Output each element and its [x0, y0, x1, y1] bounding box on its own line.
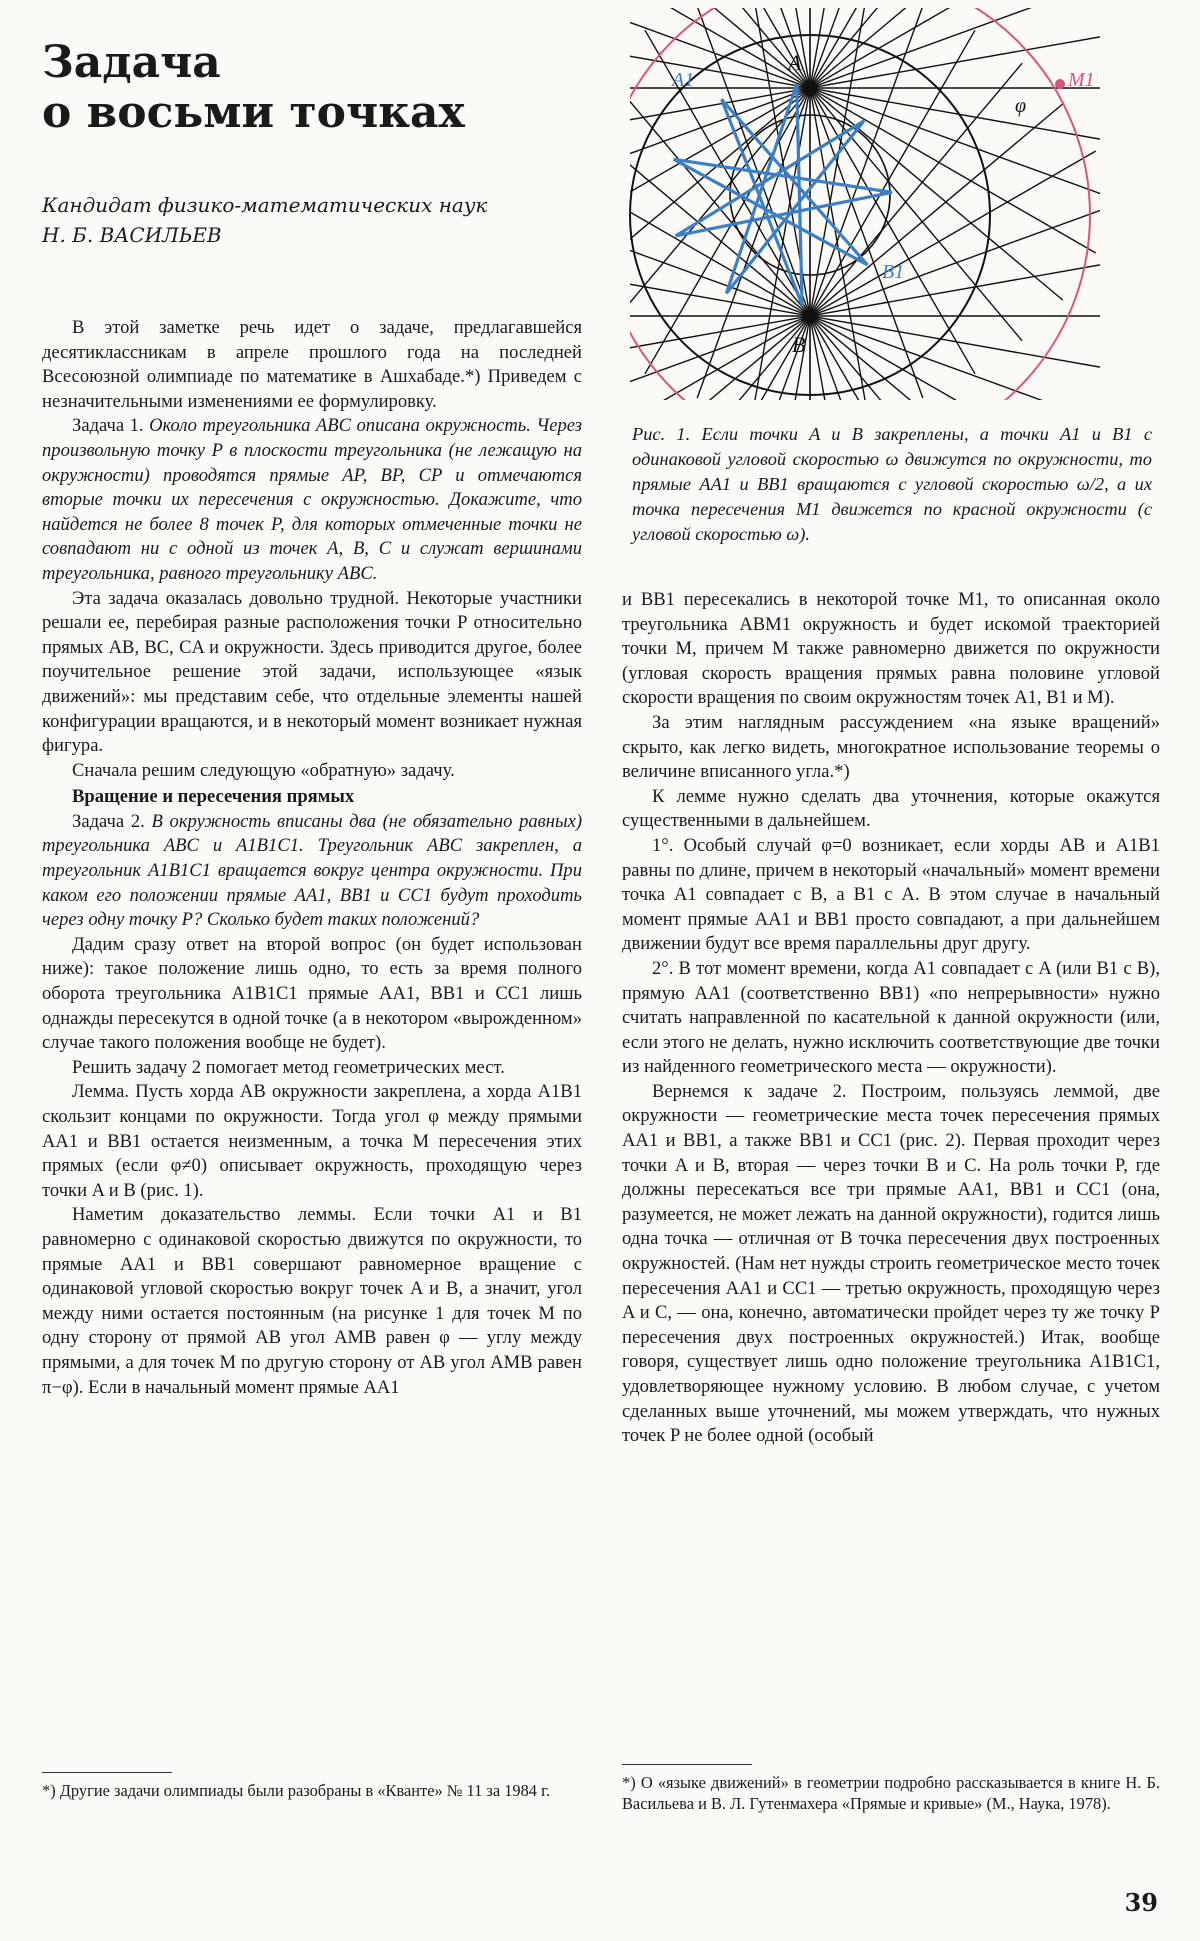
paragraph: Наметим доказательство леммы. Если точки A1 и B1 равномерно с одинаковой скоростью движутся по окружности, то прямые AA1 и BB1 совершают равномерное вращение с одинаковой угловой скоростью вокруг точек A и B, а значит, угол между ними остается постоянным (на рисунке 1 для точек M по одну сторону от прямой AB угол AMB равен φ — углу между прямыми, а для точек M по другую сторону от AB угол AMB равен π−φ). Если в начальный момент прямые AA1: [42, 1204, 582, 1398]
paragraph: За этим наглядным рассуждением «на языке вращений» скрыто, как легко видеть, многократное использование теоремы о величине вписанного угла.*): [622, 711, 1160, 783]
task-2: [42, 810, 582, 933]
lemma-label: Лемма.: [72, 1081, 130, 1103]
point-A: [803, 81, 817, 95]
paragraph: Сначала решим следующую «обратную» задачу.: [72, 759, 455, 781]
author-name: Н. Б. ВАСИЛЬЕВ: [42, 223, 222, 247]
footnote-divider: [42, 1772, 172, 1773]
label-A1: A1: [672, 69, 695, 91]
footnote-right: *) О «языке движений» в геометрии подробно рассказывается в книге Н. Б. Васильева и В. Л. Гутенмахера «Прямые и кривые» (М., Наука, 1978).: [622, 1773, 1160, 1813]
task-label: Задача 1.: [72, 415, 144, 437]
paragraph: К лемме нужно сделать два уточнения, которые окажутся существенными в дальнейшем.: [622, 785, 1160, 832]
point-B: [803, 309, 817, 323]
paragraph: и BB1 пересекались в некоторой точке M1, то описанная около треугольника ABM1 окружность и будет искомой траекторией точки M, причем M также равномерно движется по окружности (угловая скорость вращения прямых равна половине угловой скорости вращения по своим окружностям точек A1, B1 и M).: [622, 589, 1160, 709]
paragraph: 1°. Особый случай φ=0 возникает, если хорды AB и A1B1 равны по длине, причем в некоторый «начальный» момент времени точка A1 совпадает с B, а B1 с A. В этом случае в начальный момент прямые AA1 и BB1 просто совпадают, а при дальнейшем движении будут все время параллельны друг другу.: [622, 834, 1160, 955]
paragraph: 2°. В тот момент времени, когда A1 совпадает с A (или B1 с B), прямую AA1 (соответственно BB1) «по непрерывности» нужно считать направленной по касательной к данной окружности (или, если этого не делать, нужно исключить соответствующие две точки из найденного геометрического места — окружности).: [622, 957, 1160, 1078]
left-column: [42, 316, 582, 1400]
right-column: [622, 588, 1160, 1449]
author-degree: Кандидат физико-математических наук: [42, 193, 488, 217]
label-B: B: [792, 332, 806, 357]
task-1: [42, 414, 582, 586]
paragraph: Дадим сразу ответ на второй вопрос (он будет использован ниже): такое положение лишь одно, то есть за время полного оборота треугольника A1B1C1 прямые AA1, BB1 и CC1 лишь однажды пересекутся в одной точке (а в некотором «вырожденном» случае такого положения вообще не будет).: [42, 933, 582, 1054]
rotating-line: [610, 0, 1063, 300]
task-label: Задача 2.: [72, 810, 145, 832]
paragraph: Вернемся к задаче 2. Построим, пользуясь леммой, две окружности — геометрические места точек пересечения прямых AA1 и BB1, а также BB1 и CC1 (рис. 2). Первая проходит через точки A и B, вторая — через точки B и C. На роль точки P, где должны пересекаться все три прямые AA1, BB1 и CC1 (она, разумеется, не может лежать на данной окружности), годится лишь одна точка — отличная от B точка пересечения двух построенных окружностей. (Нам нет нужды строить геометрическое место точек пересечения AA1 и CC1 — третью окружность, проходящую через A и C, — она, конечно, автоматически пройдет через ту же точку P пересечения двух построенных окружностей.) Итак, вообще говоря, существует лишь одно положение треугольника A1B1C1, удовлетворяющее нужному условию. В любом случае, с учетом сделанных выше уточнений, мы можем утверждать, что нужных точек P не более одной (особый: [622, 1080, 1160, 1447]
title-line-2: о восьми точках: [42, 87, 465, 138]
star-polygon: [674, 84, 892, 304]
page-number: 39: [1124, 1888, 1158, 1917]
paragraph: Решить задачу 2 помогает метод геометрических мест.: [72, 1056, 505, 1078]
rotating-line: [610, 0, 1120, 201]
lemma-text: Пусть хорда AB окружности закреплена, а хорда A1B1 скользит концами по окружности. Тогда угол φ между прямыми AA1 и BB1 остается неизменным, а точка M пересечения этих прямых (если φ≠0) описывает окружность, проходящую через точки A и B (рис. 1).: [42, 1081, 582, 1201]
label-A: A: [788, 50, 802, 75]
article-title: [42, 38, 602, 138]
label-phi: φ: [1015, 95, 1027, 117]
paragraph: В этой заметке речь идет о задаче, предлагавшейся десятиклассникам в апреле прошлого года на последней Всесоюзной олимпиаде по математике в Ашхабаде.*) Приведем с незначительными изменениями ее формулировку.: [42, 317, 582, 412]
footnote-left: *) Другие задачи олимпиады были разобраны в «Кванте» № 11 за 1984 г.: [42, 1781, 551, 1800]
task-text: В окружность вписаны два (не обязательно равных) треугольника ABC и A1B1C1. Треугольник ABC закреплен, а треугольник A1B1C1 вращается вокруг центра окружности. При каком его положении прямые AA1, BB1 и CC1 будут проходить через одну точку P? Сколько будет таких положений?: [42, 810, 583, 931]
lemma: [42, 1080, 582, 1203]
label-B1: B1: [882, 261, 905, 283]
paragraph: Эта задача оказалась довольно трудной. Некоторые участники решали ее, перебирая разные расположения точки P относительно прямых AB, BC, CA и окружности. Здесь приводится другое, более поучительное решение этой задачи, использующее «язык движений»: мы представим себе, что отдельные элементы нашей конфигурации вращаются, и в некоторый момент возникает нужная фигура.: [42, 587, 582, 757]
rotating-line: [610, 0, 1063, 300]
footnote-divider: [622, 1764, 752, 1765]
author-block: [42, 190, 602, 250]
figure-1: [610, 0, 1170, 410]
section-heading: Вращение и пересечения прямых: [72, 786, 355, 808]
figure-caption: Рис. 1. Если точки A и B закреплены, а точки A1 и B1 с одинаковой угловой скоростью ω движутся по окружности, то прямые AA1 и BB1 вращаются с угловой скоростью ω/2, а их точка пересечения M1 движется по красной окружности (с угловой скоростью ω).: [632, 424, 1152, 544]
title-line-1: Задача: [42, 37, 221, 88]
rotating-line: [610, 0, 1120, 201]
point-M1: [1055, 79, 1065, 89]
label-M1: M1: [1068, 69, 1095, 91]
task-text: Около треугольника ABC описана окружность. Через произвольную точку P в плоскости треугольника (не лежащую на окружности) проводятся прямые AP, BP, CP и отмечаются вторые точки их пересечения с окружностью. Докажите, что найдется не более 8 точек P, для которых отмеченные точки не совпадают ни с одной из точек A, B, C и служат вершинами треугольника, равного треугольнику ABC.: [42, 415, 583, 584]
